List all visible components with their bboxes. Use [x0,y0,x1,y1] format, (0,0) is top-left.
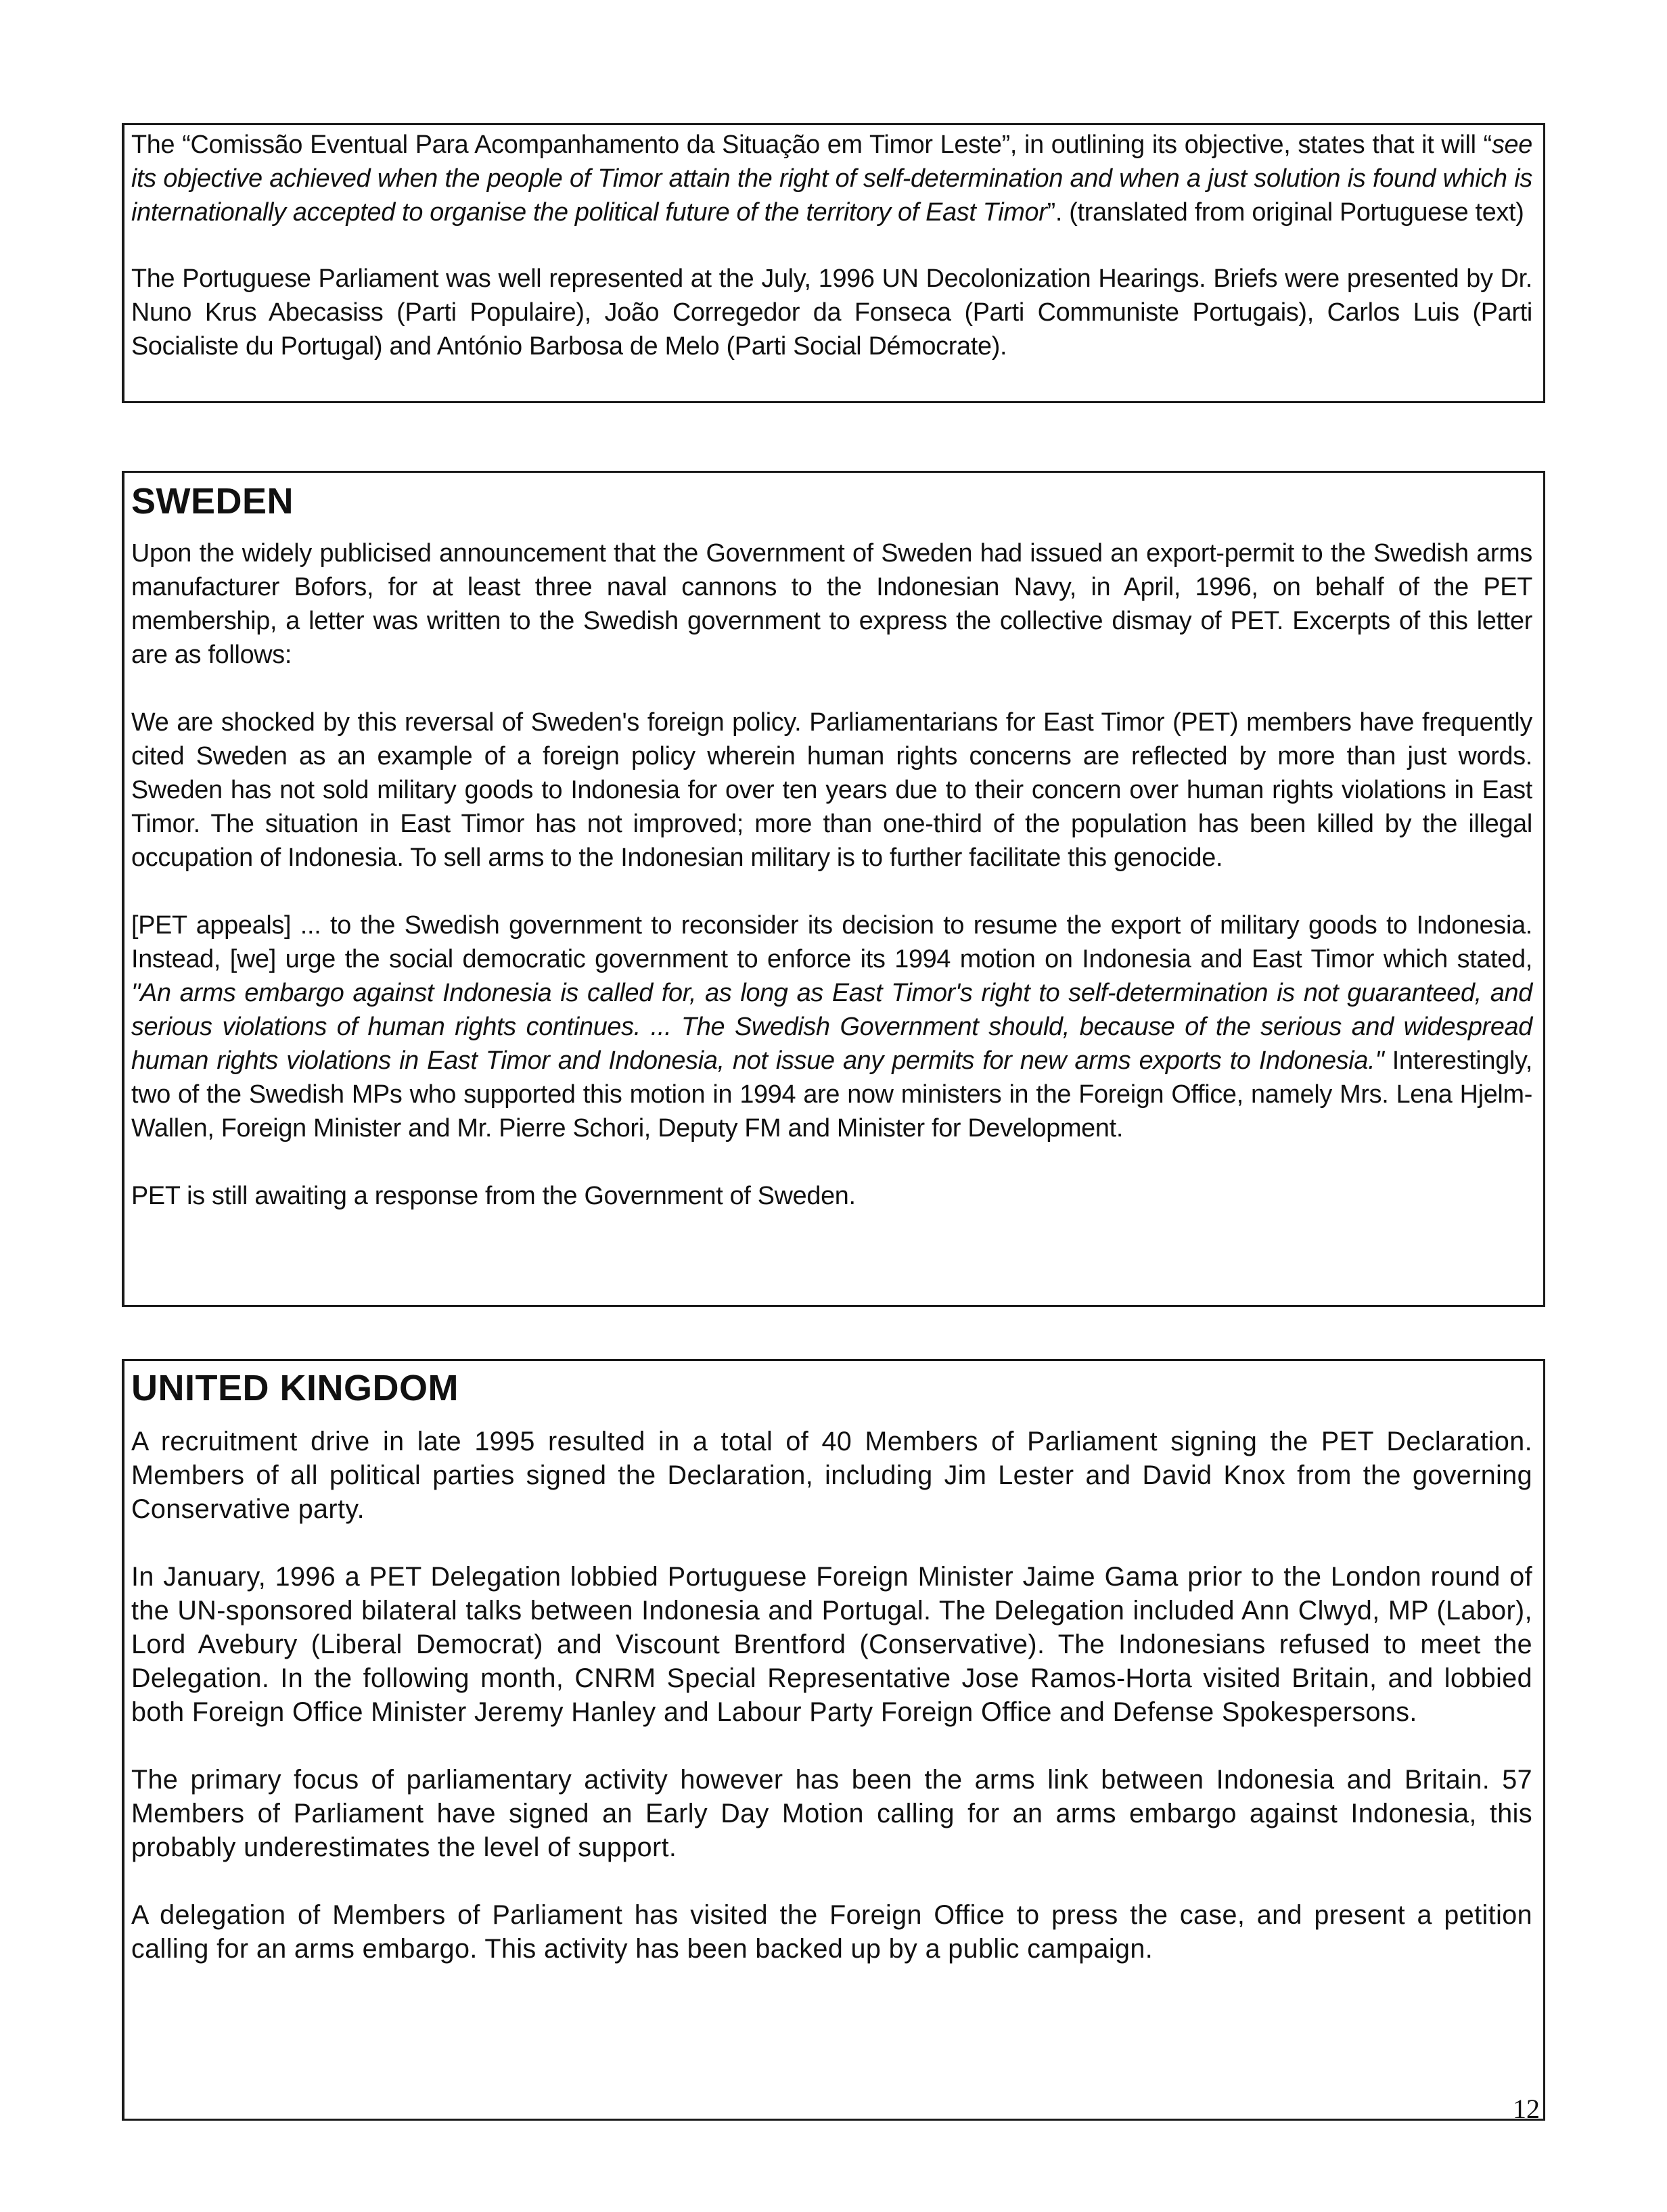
sweden-paragraph-2: We are shocked by this reversal of Sweden's foreign policy. Parliamentarians for East Timor (PET) members have frequently cited Sweden as an example of a foreign policy wherein human rights concerns are reflected by more than just words. Sweden has not sold military goods to Indonesia for over ten years due to their concern over human rights violations in East Timor. The situation in East Timor has not improved; more than one-third of the population has been killed by the illegal occupation of Indonesia. To sell arms to the Indonesian military is to further facilitate this genocide. [131,708,1532,872]
portugal-p1-text-end: ”. (translated from original Portuguese text) [1047,198,1524,227]
sweden-section [122,471,1545,1307]
uk-paragraph-1: A recruitment drive in late 1995 resulted in a total of 40 Members of Parliament signing the PET Declaration. Members of all political parties signed the Declaration, including Jim Lester and David Knox from the governing Conservative party. [131,1427,1532,1524]
sweden-paragraph-1: Upon the widely publicised announcement that the Government of Sweden had issued an export-permit to the Swedish arms manufacturer Bofors, for at least three naval cannons to the Indonesian Navy, in April, 1996, on behalf of the PET membership, a letter was written to the Swedish government to express the collective dismay of PET. Excerpts of this letter are as follows: [131,539,1532,669]
sweden-p3-text: [PET appeals] ... to the Swedish government to reconsider its decision to resume the export of military goods to Indonesia. Instead, [we] urge the social democratic government to enforce its 1994 motion on Indonesia and East Timor which stated, [131,911,1532,973]
uk-paragraph-3: The primary focus of parliamentary activity however has been the arms link between Indonesia and Britain. 57 Members of Parliament have signed an Early Day Motion calling for an arms embargo against Indonesia, this probably underestimates the level of support. [131,1765,1532,1862]
portugal-paragraph-2: The Portuguese Parliament was well represented at the July, 1996 UN Decolonization Hearings. Briefs were presented by Dr. Nuno Krus Abecasiss (Parti Populaire), João Corregedor da Fonseca (Parti Communiste Portugais), Carlos Luis (Parti Socialiste du Portugal) and António Barbosa de Melo (Parti Social Démocrate). [131,264,1532,361]
sweden-paragraph-3 [131,908,1532,1145]
portugal-p1-quote: see its objective achieved when the people of Timor attain the right of self-determination and when a just solution is found which is internationally accepted to organise the political future of the territory of East Timor [131,131,1532,227]
uk-paragraph-2: In January, 1996 a PET Delegation lobbied Portuguese Foreign Minister Jaime Gama prior to the London round of the UN-sponsored bilateral talks between Indonesia and Portugal. The Delegation included Ann Clwyd, MP (Labor), Lord Avebury (Liberal Democrat) and Viscount Brentford (Conservative). The Indonesians refused to meet the Delegation. In the following month, CNRM Special Representative Jose Ramos-Horta visited Britain, and lobbied both Foreign Office Minister Jeremy Hanley and Labour Party Foreign Office and Defense Spokespersons. [131,1562,1532,1727]
sweden-paragraph-4: PET is still awaiting a response from the Government of Sweden. [131,1182,856,1210]
united-kingdom-section [122,1359,1545,2121]
portugal-paragraph-1 [131,128,1532,229]
portugal-section [122,123,1545,403]
sweden-heading: SWEDEN [131,481,294,522]
page-number: 12 [1513,2094,1540,2124]
uk-heading: UNITED KINGDOM [131,1368,459,1408]
portugal-p1-text: The “Comissão Eventual Para Acompanhamento da Situação em Timor Leste”, in outlining its objective, states that it will “ [131,131,1492,159]
uk-paragraph-4: A delegation of Members of Parliament has visited the Foreign Office to press the case, and present a petition calling for an arms embargo. This activity has been backed up by a public campaign. [131,1900,1532,1964]
sweden-p3-quote: "An arms embargo against Indonesia is called for, as long as East Timor's right to self-determination is not guaranteed, and serious violations of human rights continues. ... The Swedish Government should, because of the serious and widespread human rights violations in East Timor and Indonesia, not issue any permits for new arms exports to Indonesia." [131,979,1532,1075]
sweden-p3-text-end: Interestingly, two of the Swedish MPs who supported this motion in 1994 are now ministers in the Foreign Office, namely Mrs. Lena Hjelm-Wallen, Foreign Minister and Mr. Pierre Schori, Deputy FM and Minister for Development. [131,1046,1533,1143]
